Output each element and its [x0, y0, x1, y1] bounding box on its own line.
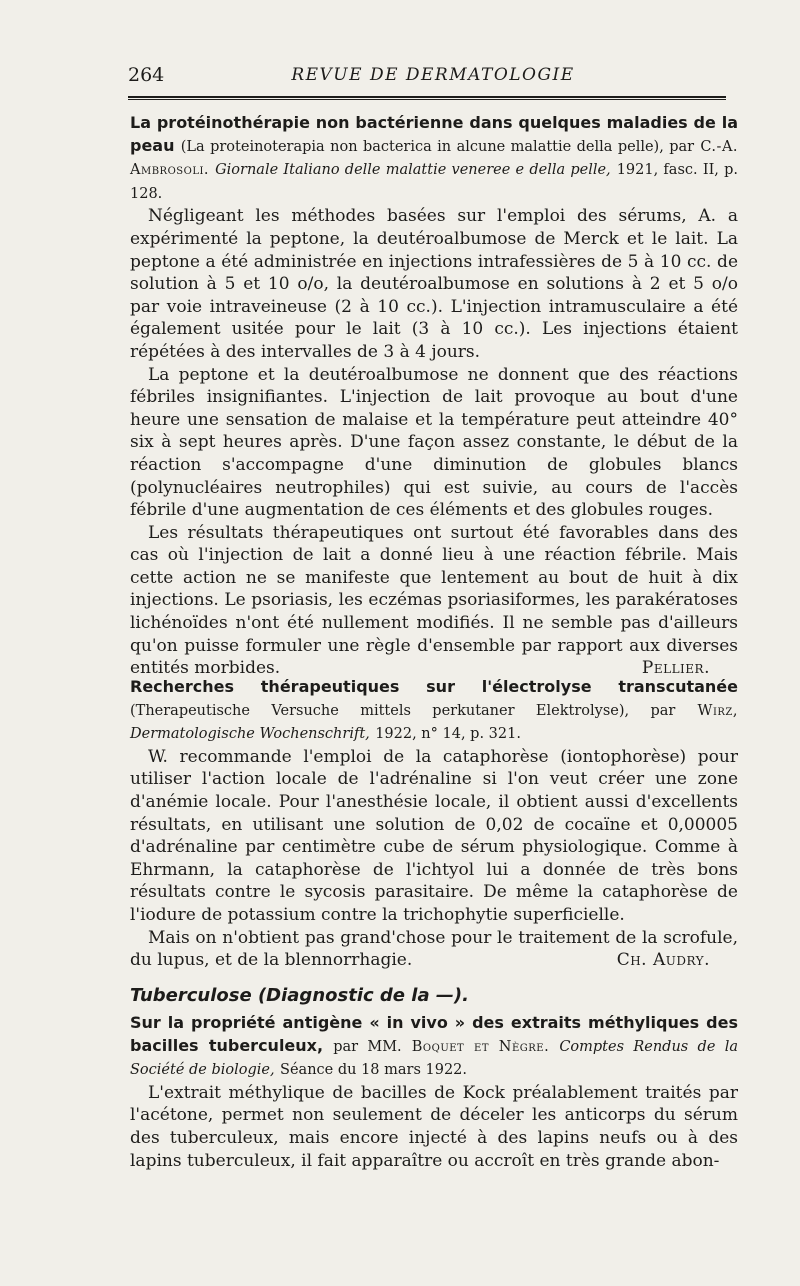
- article-journal: Dermatologische Wochenschrift,: [130, 726, 370, 743]
- article-antigene: [130, 1012, 738, 1172]
- paragraph: La peptone et la deutéroalbumose ne donnent que des réactions fébriles insignifiantes. L'injection de lait provoque au bout d'une heure une sensation de malaise et la température peut atteindre 40° six à sept heures après. D'une façon assez constante, le début de la réaction s'accompagne d'une diminution de globules blancs (polynucléaires neutrophiles) qui est suivie, au cours de l'accès fébrile d'une augmentation de ces éléments et des globules rouges.: [130, 364, 738, 521]
- article-author: Wirz,: [697, 702, 738, 719]
- article-title: La protéinothérapie non bactérienne dans quelques maladies de la peau: [130, 113, 738, 155]
- signature: Pellier.: [641, 658, 710, 679]
- page-header: [128, 60, 738, 90]
- signature: Ch. Audry.: [616, 950, 710, 971]
- article-heading: [130, 1012, 738, 1082]
- paragraph: Les résultats thérapeutiques ont surtout été favorables dans des cas où l'injection de lait a donné lieu à une réaction fébrile. Mais cette action ne se manifeste que lentement au bout de huit à dix injections. Le psoriasis, les eczémas psoriasiformes, les parakératoses lichénoïdes n'ont été nullement modifiés. Il ne semble pas d'ailleurs qu'on puisse formuler une règle d'ensemble par rapport aux diverses entités morbides.: [130, 522, 738, 679]
- paragraph: Mais on n'obtient pas grand'chose pour le traitement de la scrofule, du lupus, et de la blennorrhagie.: [130, 927, 738, 971]
- article-journal: Giornale Italiano delle malattie veneree e della pelle,: [215, 162, 611, 179]
- paragraph: L'extrait méthylique de bacilles de Kock préalablement traités par l'acétone, permet non seulement de déceler les anticorps du sérum des tuberculeux, mais encore injecté à des lapins neufs ou à des lapins tuberculeux, il fait apparaître ou accroît en très grande abon-: [130, 1082, 738, 1171]
- article-journal: Comptes Rendus de la Société de biologie,: [130, 1038, 738, 1079]
- article-reference: (La proteinoterapia non bacterica in alcune malattie della pelle), par: [180, 138, 695, 155]
- article-reference-end: 1922, n° 14, p. 321.: [375, 726, 521, 743]
- section-title: Tuberculose (Diagnostic de la —).: [130, 985, 469, 1006]
- page-number: 264: [128, 64, 165, 86]
- article-reference-end: 1921, fasc. II, p. 128.: [130, 162, 739, 202]
- article-reference: (Therapeutische Versuche mittels perkutaner Elektrolyse), par: [130, 702, 676, 719]
- article-title: Sur la propriété antigène « in vivo » des extraits méthyliques des bacilles tuberculeux,: [130, 1013, 738, 1055]
- article-author: C.-A. Ambrosoli.: [130, 138, 739, 179]
- article-proteinotherapie: [130, 112, 738, 680]
- article-authors: Boquet et Nègre.: [411, 1038, 550, 1055]
- header-rule: [128, 96, 726, 98]
- article-electrolyse: [130, 676, 738, 972]
- running-title: REVUE DE DERMATOLOGIE: [291, 65, 575, 85]
- article-reference-end: Séance du 18 mars 1922.: [280, 1062, 468, 1079]
- paragraph: Négligeant les méthodes basées sur l'emploi des sérums, A. a expérimenté la peptone, la deutéroalbumose de Merck et le lait. La peptone a été administrée en injections intrafessières de 5 à 10 cc. de solution à 5 et 10 o/o, la deutéroalbumose en solutions à 2 et 5 o/o par voie intraveineuse (2 à 10 cc.). L'injection intramusculaire a été également usitée pour le lait (3 à 10 cc.). Les injections étaient répétées à des intervalles de 3 à 4 jours.: [130, 206, 738, 362]
- article-reference: par MM.: [333, 1038, 402, 1055]
- article-heading: [130, 676, 738, 746]
- article-heading: [130, 112, 738, 205]
- paragraph: W. recommande l'emploi de la cataphorèse (iontophorèse) pour utiliser l'action locale de l'adrénaline si l'on veut créer une zone d'anémie locale. Pour l'anesthésie locale, il obtient aussi d'excellents résultats, en utilisant une solution de 0,02 de cocaïne et 0,00005 d'adrénaline par centimètre cube de sérum physiologique. Comme à Ehrmann, la cataphorèse de l'ichtyol lui a donnée de très bons résultats contre le sycosis parasitaire. De même la cataphorèse de l'iodure de potassium contre la trichophytie superficielle.: [130, 746, 738, 925]
- section-heading: [130, 984, 738, 1008]
- article-title: Recherches thérapeutiques sur l'électrolyse transcutanée: [130, 677, 738, 696]
